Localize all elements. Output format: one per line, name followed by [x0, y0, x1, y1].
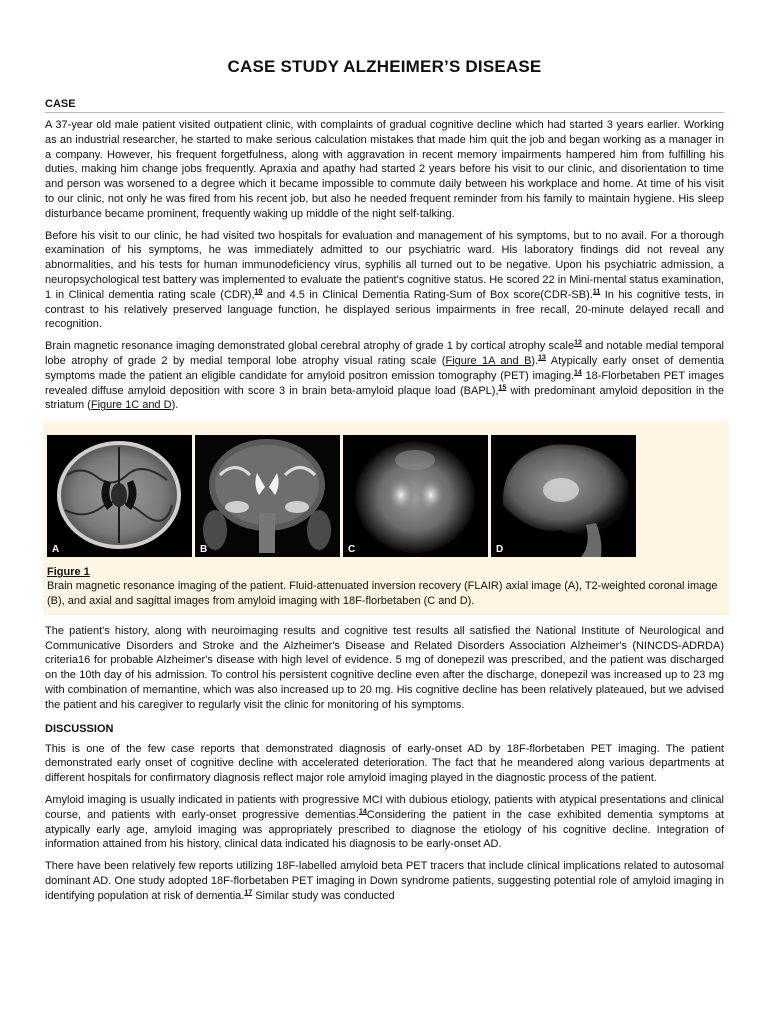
citation-14[interactable]: 14 [358, 808, 367, 816]
text: Considering the patient in the case exhibited dementia symptoms at atypically early age, amyloid imaging was appropriately prescribed to diagnose the etiology of his cognitive decline. Integration of information attained from his history, clinical data indicated his diagnosis to be early-onset AD. [45, 808, 724, 851]
discussion-paragraph-3 [45, 859, 724, 903]
text: Similar study was conducted [252, 889, 395, 902]
discussion-heading: DISCUSSION [45, 722, 114, 735]
panel-label-a: A [52, 544, 60, 556]
text: 18-Florbetaben PET images revealed diffuse amyloid deposition with score 3 in brain beta-amyloid plaque load (BAPL), [45, 369, 724, 397]
case-paragraph-1: A 37-year old male patient visited outpatient clinic, with complaints of gradual cognitive decline which had started 3 years earlier. Working as an industrial researcher, he started to make serious calculation mistakes that made him quit the job and began working as a manager in a company. However, his frequent forgetfulness, along with aggravation in recent memory impairments hampered him from fulfilling his duties, making him change jobs frequently. Apraxia and apathy had started 2 years before his visit to our clinic, and disorientation to time and person was worsened to a degree which it became impossible to commute daily between his workplace and home. At time of his visit to our clinic, not only he was fired from his recent job, but also he needed frequent reminder from his family to maintain hygiene. His sleep disturbance became prominent, frequently waking up middle of the night self-talking. [45, 119, 724, 220]
citation-12[interactable]: 12 [574, 339, 582, 347]
text: and notable medial temporal lobe atrophy of grade 2 by medial temporal lobe atrophy visual rating scale ( [45, 340, 725, 367]
citation-13[interactable]: 13 [538, 354, 546, 362]
document-title: CASE STUDY ALZHEIMER’S DISEASE [227, 57, 542, 76]
panel-label-b: B [200, 544, 208, 556]
panel-label-c: C [348, 544, 356, 556]
case-heading: CASE [45, 98, 724, 113]
case-paragraph-4: The patient's history, along with neuroimaging results and cognitive test results all satisfied the National Institute of Neurological and Communicative Disorders and Stroke and the Alzheimer's Disease and Related Disorders Association Alzheimer's (NINCDS-ADRDA) criteria16 for probable Alzheimer's disease with high level of evidence. 5 mg of donepezil was prescribed, and the patient was discharged on the 10th day of his admission. To control his persistent cognitive decline even after the discharge, donepezil was increased up to 23 mg with combination of memantine, which was also increased up to 20 mg. His cognitive decline has been relatively plateaued, but we advised the patient and his caregiver to regularly visit the clinic for monitoring of his symptoms. [45, 624, 724, 711]
figure-panel-b [195, 435, 340, 557]
case-paragraph-2 [45, 229, 724, 333]
figure-1 [43, 421, 729, 615]
pet-axial-image [343, 435, 488, 557]
pet-sagittal-image [491, 435, 636, 557]
text: ). [171, 399, 179, 412]
figure-panel-d [491, 435, 636, 557]
discussion-paragraph-1: This is one of the few case reports that demonstrated diagnosis of early-onset AD by 18F-florbetaben PET imaging. The patient demonstrated early onset of cognitive decline with accelerated deterioration. The fact that he meandered along various departments at different hospitals for confirmatory diagnosis reflect major role amyloid imaging played in the diagnostic process of the patient. [45, 742, 724, 785]
panel-label-d: D [496, 544, 504, 556]
text: Amyloid imaging is usually indicated in patients with progressive MCI with dubious etiology, patients with atypical presentations and clinical course, and patients with early-onset progressive dementias. [45, 793, 724, 821]
figure-1cd-link[interactable]: Figure 1C and D [90, 399, 172, 412]
figure-title: Figure 1 [47, 566, 90, 579]
citation-17[interactable]: 17 [244, 889, 253, 897]
figure-panel-a [47, 435, 192, 557]
text: There have been relatively few reports utilizing 18F-labelled amyloid beta PET tracers that include clinical implications related to autosomal dominant AD. One study adopted 18F-florbetaben PET imaging in Down syndrome patients, suggesting potential role of amyloid imaging in identifying population at risk of dementia. [45, 860, 724, 902]
figure-images [47, 435, 725, 557]
flair-axial-image [47, 435, 192, 557]
case-paragraph-3 [45, 339, 724, 413]
text: ). [531, 354, 539, 367]
citation-10[interactable]: 10 [254, 288, 263, 296]
text: and 4.5 in Clinical Dementia Rating-Sum of Box score(CDR-SB). [262, 288, 593, 301]
text: Atypically early onset of dementia symptoms made the patient an eligible candidate for amyloid positron emission tomography (PET) imaging. [45, 354, 724, 382]
citation-15[interactable]: 15 [498, 383, 507, 391]
text: In his cognitive tests, in contrast to his relatively preserved language function, he displayed serious impairments in free recall, 20-minute delayed recall and recognition. [45, 288, 725, 331]
text: Before his visit to our clinic, he had visited two hospitals for evaluation and management of his symptoms, but to no avail. For a thorough examination of his symptoms, he was immediately admitted to our psychiatric ward. His laboratory findings did not reveal any abnormalities, and his tests for human immunodeficiency virus, syphilis all turned out to be negative. Upon his psychiatric admission, a neuropsychological test battery was implemented to evaluate the patient's cognitive status. He scored 22 in Mini-mental status examination, 1 in Clinical dementia rating scale (CDR), [45, 229, 724, 301]
text: with predominant amyloid deposition in the striatum ( [45, 384, 724, 412]
citation-14[interactable]: 14 [574, 369, 582, 377]
figure-1ab-link[interactable]: Figure 1A and B [445, 354, 532, 367]
figure-panel-c [343, 435, 488, 557]
text: Brain magnetic resonance imaging demonstrated global cerebral atrophy of grade 1 by cortical atrophy scale [45, 340, 575, 353]
t2-coronal-image [195, 435, 340, 557]
citation-11[interactable]: 11 [592, 288, 601, 296]
figure-caption: Brain magnetic resonance imaging of the patient. Fluid-attenuated inversion recovery (FLAIR) axial image (A), T2-weighted coronal image (B), and axial and sagittal images from amyloid imaging with 18F-florbetaben (C and D). [47, 580, 718, 607]
discussion-paragraph-2 [45, 793, 724, 852]
